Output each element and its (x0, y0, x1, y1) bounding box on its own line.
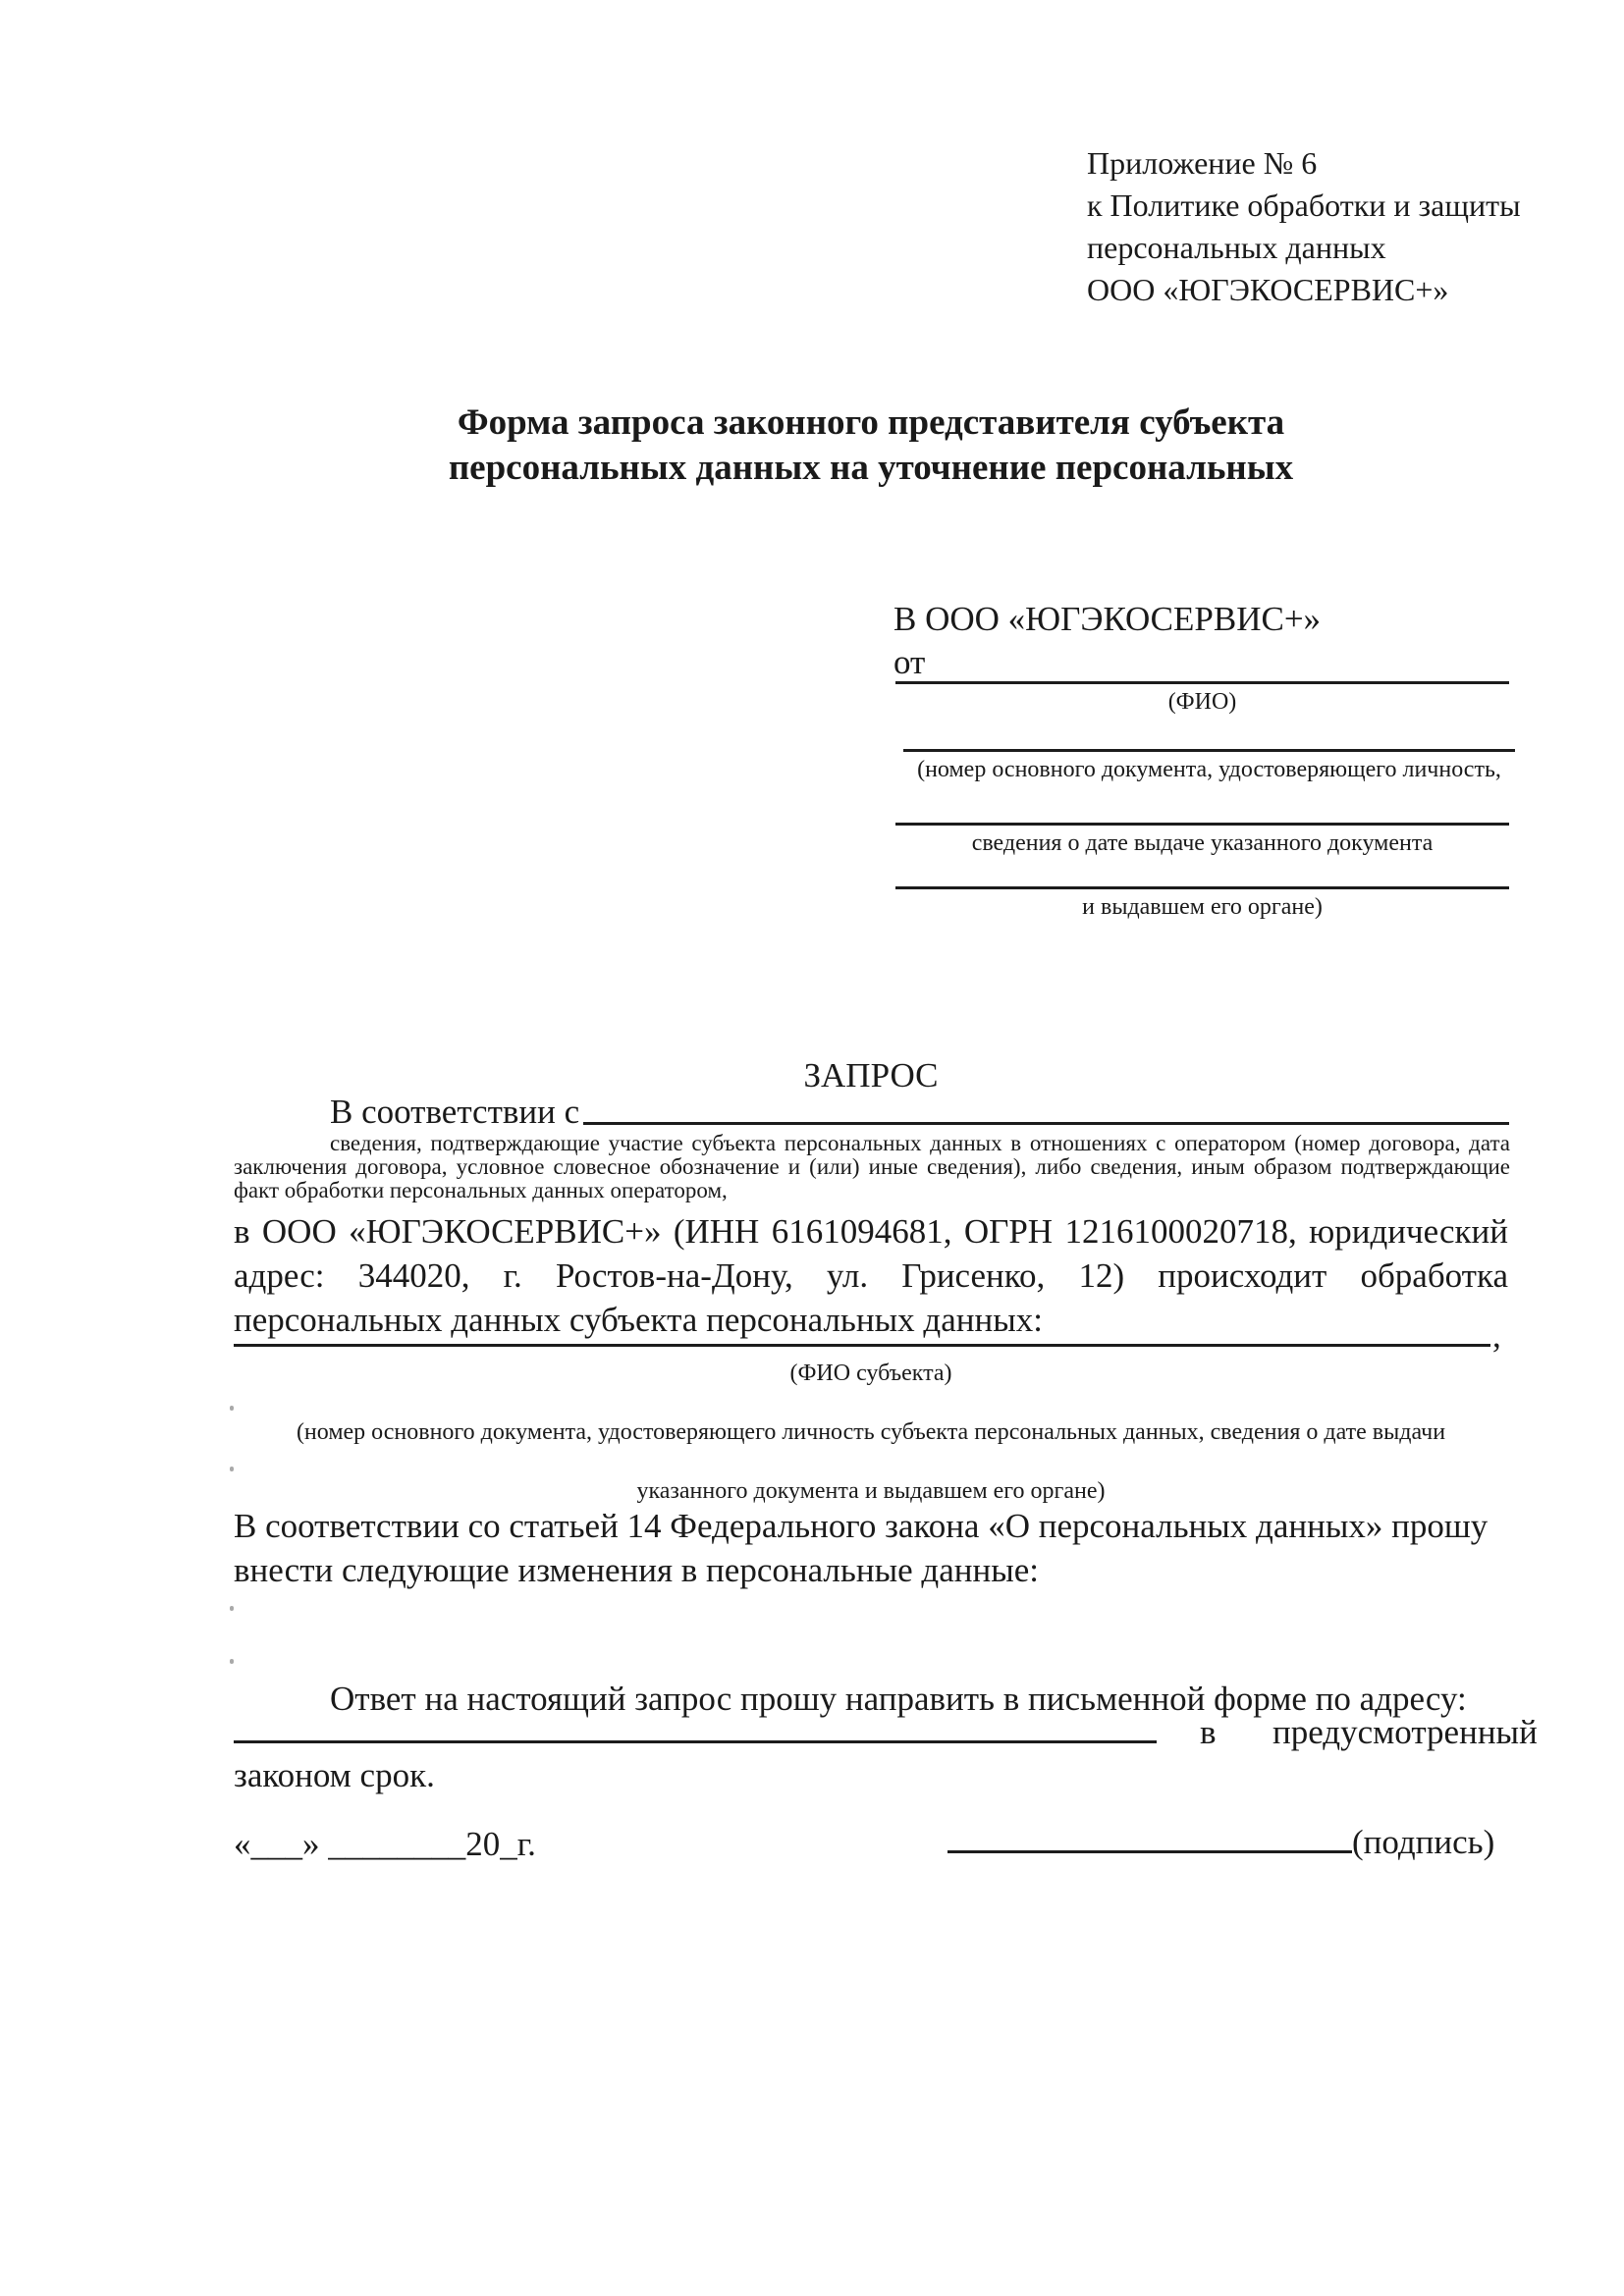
caption-subject-fio: (ФИО субъекта) (789, 1361, 952, 1386)
document-title-line2: персональных данных на уточнение персональных (448, 448, 1294, 488)
reply-word-v: в (1200, 1713, 1217, 1751)
subject-line-comma: , (1492, 1316, 1501, 1355)
caption-subject-doc1: (номер основного документа, удостоверяющего личность субъекта персональных данных, сведения о дате выдачи (296, 1419, 1446, 1445)
caption-subject-doc2: указанного документа и выдавшем его органе) (636, 1478, 1106, 1504)
blank-line-doc-number (903, 749, 1515, 752)
signature-line (947, 1850, 1352, 1853)
reply-line3: законом срок. (234, 1756, 435, 1794)
caption-doc-date: сведения о дате выдаче указанного документа (971, 830, 1434, 856)
caption-fio: (ФИО) (1167, 689, 1237, 715)
blank-line-fio (895, 681, 1509, 684)
faint-dot (230, 1467, 234, 1471)
footnote-paragraph: сведения, подтверждающие участие субъекта персональных данных в отношениях с оператором (номер договора, дата заключения договора, условное словесное обозначение и (или) иные сведения), либо сведения, иным образом подтверждающие факт обработки персональных данных оператором, (234, 1131, 1510, 1202)
appendix-header-line: Приложение № 6 (1087, 145, 1318, 181)
document-title-line1: Форма запроса законного представителя субъекта (457, 402, 1285, 443)
signature-caption: (подпись) (1352, 1823, 1495, 1861)
reply-line1: Ответ на настоящий запрос прошу направить в письменной форме по адресу: (330, 1680, 1467, 1718)
law-paragraph: В соответствии со статьей 14 Федерального закона «О персональных данных» прошу внести следующие изменения в персональные данные: (234, 1507, 1489, 1589)
faint-dot (230, 1606, 234, 1611)
appendix-header-line: ООО «ЮГЭКОСЕРВИС+» (1087, 272, 1449, 307)
blank-line-doc-date (895, 823, 1509, 826)
addressee-from-label: от (893, 643, 926, 681)
caption-doc-number: (номер основного документа, удостоверяющего личность, (917, 757, 1501, 782)
blank-line-address (234, 1740, 1157, 1743)
faint-dot (230, 1406, 234, 1411)
blank-line-subject-fio (234, 1344, 1490, 1347)
addressee-to: В ООО «ЮГЭКОСЕРВИС+» (893, 600, 1322, 638)
blank-line-basis (583, 1122, 1509, 1125)
date-line: «___» ________20_г. (234, 1825, 536, 1863)
appendix-header (1087, 142, 1521, 311)
request-heading: ЗАПРОС (803, 1056, 939, 1095)
document-title (234, 400, 1508, 491)
blank-line-doc-issuer (895, 886, 1509, 889)
reply-word-predusmotrennyi: предусмотренный (1272, 1713, 1538, 1751)
appendix-header-line: к Политике обработки и защиты (1087, 187, 1521, 223)
operator-paragraph: в ООО «ЮГЭКОСЕРВИС+» (ИНН 6161094681, ОГРН 1216100020718, юридический адрес: 344020, г. Ростов-на-Дону, ул. Грисенко, 12) происходит обработка персональных данных субъекта персональных данных: (234, 1212, 1508, 1339)
appendix-header-line: персональных данных (1087, 230, 1386, 265)
intro-prefix: В соответствии с (330, 1093, 580, 1131)
faint-dot (230, 1659, 234, 1664)
caption-doc-issuer: и выдавшем его органе) (1082, 894, 1323, 920)
